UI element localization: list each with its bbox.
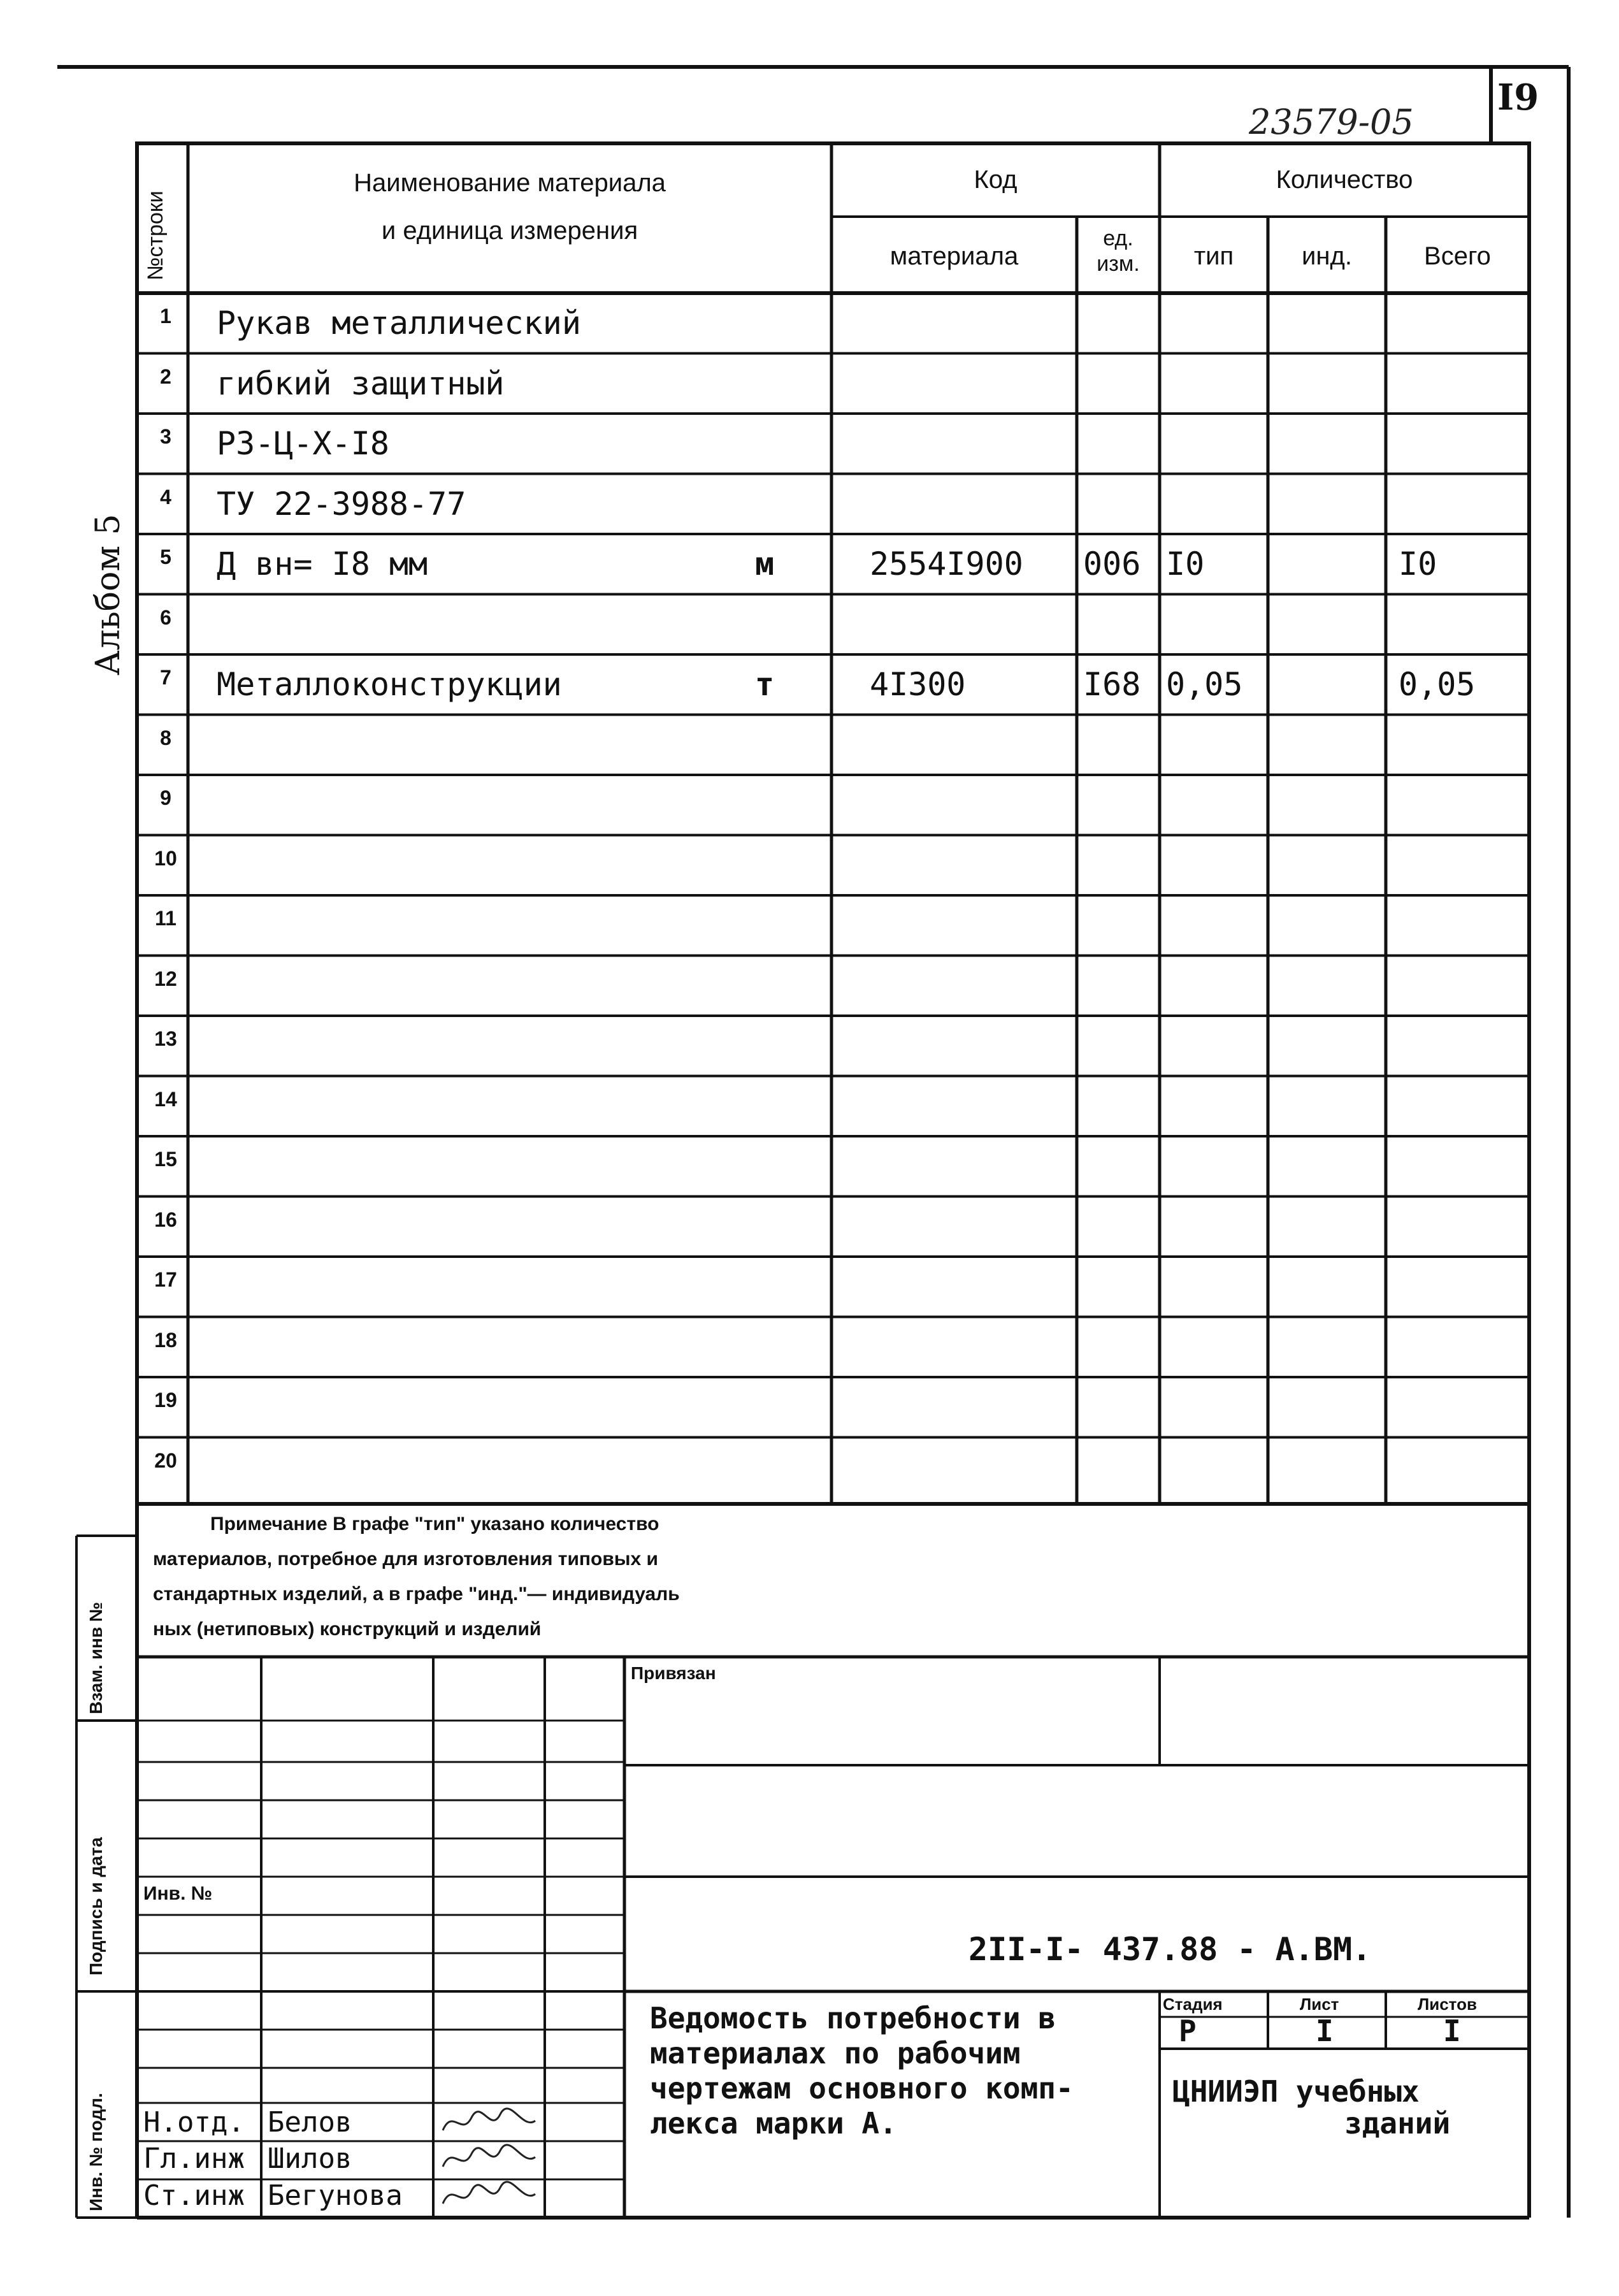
signature-icon: [440, 2141, 542, 2176]
inv-no-label: Инв. №: [143, 1883, 213, 1904]
row-number: 6: [160, 605, 171, 629]
row-number: 18: [154, 1328, 177, 1352]
row-number: 15: [154, 1148, 177, 1171]
row-number: 8: [160, 726, 171, 749]
header-name-line2: и единица измерения: [381, 217, 638, 245]
row-number: 5: [160, 545, 171, 568]
staff-role: Гл.инж: [143, 2142, 245, 2175]
material-name: РЗ-Ц-Х-I8: [217, 425, 389, 462]
sheets-label: Листов: [1418, 1995, 1477, 2014]
header-qty-total: Всего: [1424, 242, 1491, 270]
note-line4: ных (нетиповых) конструкций и изделий: [153, 1619, 542, 1640]
title-line1: Ведомость потребности в: [650, 2001, 1056, 2035]
row-number: 7: [160, 666, 171, 689]
stage-label: Стадия: [1163, 1995, 1223, 2014]
title-line4: лекса марки А.: [650, 2106, 897, 2141]
qty-total: 0,05: [1399, 666, 1476, 703]
header-code: Код: [974, 166, 1018, 194]
header-unit-1: ед.: [1103, 226, 1133, 250]
material-name: Рукав металлический: [217, 305, 581, 342]
note-line2: материалов, потребное для изготовления типовых и: [153, 1549, 658, 1570]
sheet-number: I9: [1497, 76, 1539, 119]
qty-total: I0: [1399, 545, 1437, 582]
org-line2: зданий: [1344, 2106, 1451, 2141]
header-qty-type: тип: [1193, 242, 1234, 270]
row-number: 10: [154, 846, 177, 870]
designation: 2II-I- 437.88 - А.ВМ.: [968, 1931, 1372, 1968]
staff-name: Бегунова: [268, 2179, 403, 2212]
sheets-value: I: [1443, 2014, 1461, 2048]
stamp-vzam: Взам. инв №: [86, 1602, 106, 1714]
album-label: Альбом 5: [89, 514, 127, 675]
row-number: 13: [154, 1027, 177, 1050]
material-name: ТУ 22-3988-77: [217, 485, 466, 523]
row-number: 9: [160, 786, 171, 809]
header-name-2: [188, 217, 831, 245]
staff-role: Н.отд.: [143, 2106, 245, 2139]
org-line1: ЦНИИЭП учебных: [1172, 2074, 1420, 2109]
sheet-value: I: [1316, 2014, 1334, 2048]
header-name-line1: Наименование материала: [354, 169, 666, 197]
row-number: 1: [160, 305, 171, 328]
material-code: 4I300: [870, 666, 966, 703]
material-code: 2554I900: [870, 545, 1023, 582]
row-number: 19: [154, 1389, 177, 1412]
row-number: 20: [154, 1448, 177, 1472]
unit-of-measure: м: [755, 545, 775, 582]
stamp-inv-podl: Инв. № подл.: [86, 2093, 106, 2211]
header-code-material: материала: [889, 242, 1019, 270]
row-number: 12: [154, 967, 177, 990]
header-unit-2: изм.: [1097, 252, 1140, 276]
title-line2: материалах по рабочим: [650, 2036, 1021, 2070]
row-number: 11: [155, 907, 176, 930]
material-name: гибкий защитный: [217, 365, 505, 402]
sheet-label: Лист: [1300, 1995, 1339, 2014]
note-line3: стандартных изделий, а в графе "инд."— индивидуаль: [153, 1584, 680, 1605]
row-number: 16: [154, 1208, 177, 1231]
material-name: Д вн= I8 мм: [217, 545, 428, 582]
staff-name: Шилов: [268, 2142, 352, 2175]
unit-code: I68: [1083, 666, 1141, 703]
privyazan-label: Привязан: [631, 1663, 716, 1683]
signature-icon: [440, 2105, 542, 2140]
staff-name: Белов: [268, 2106, 352, 2139]
row-number: 3: [160, 425, 171, 448]
header-name: [188, 169, 831, 198]
doc-number: 23579-05: [1249, 102, 1414, 142]
row-number: 17: [154, 1268, 177, 1291]
qty-type: I0: [1166, 545, 1205, 582]
row-number: 14: [154, 1087, 177, 1111]
qty-type: 0,05: [1166, 666, 1243, 703]
stamp-podpis: Подпись и дата: [86, 1837, 106, 1975]
unit-code: 006: [1083, 545, 1141, 582]
stage-value: Р: [1179, 2014, 1197, 2048]
title-line3: чертежам основного комп-: [650, 2071, 1074, 2105]
unit-of-measure: т: [755, 666, 775, 703]
header-qty: Количество: [1276, 166, 1413, 194]
row-number: 4: [160, 485, 171, 509]
staff-role: Ст.инж: [143, 2179, 245, 2212]
header-qty-ind: инд.: [1302, 242, 1352, 270]
row-number-header: №строки: [143, 191, 168, 280]
row-number: 2: [160, 365, 171, 388]
note-line1: Примечание В графе "тип" указано количество: [210, 1513, 659, 1534]
material-name: Металлоконструкции: [217, 666, 562, 703]
signature-icon: [440, 2178, 542, 2213]
